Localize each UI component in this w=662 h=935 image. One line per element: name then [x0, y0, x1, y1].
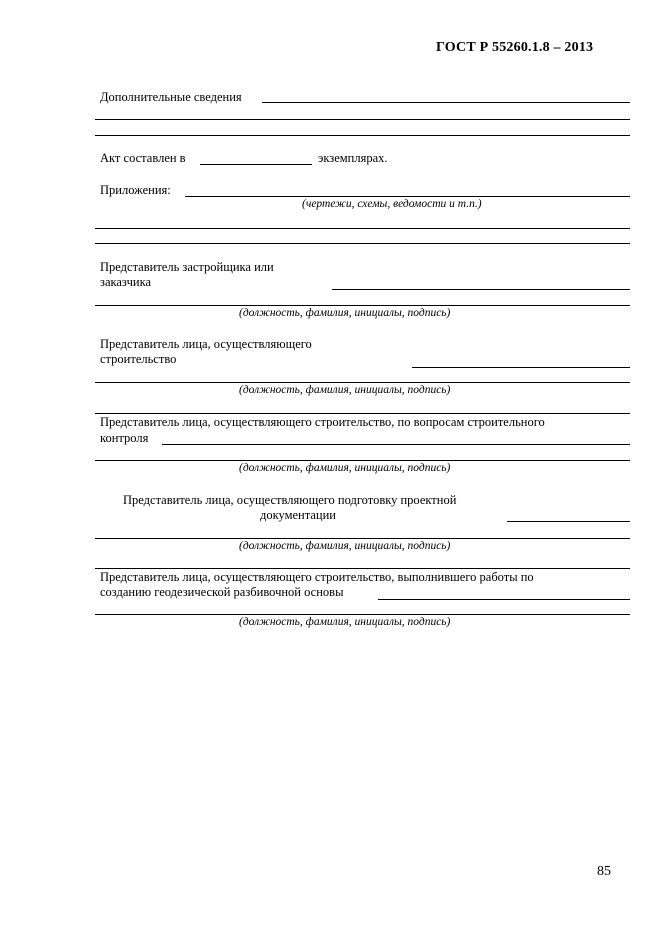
additional-info-field-line2[interactable]: [95, 119, 630, 120]
rep-design-label-line1: Представитель лица, осуществляющего подготовку проектной: [123, 493, 457, 507]
rep-design-signature-hint: (должность, фамилия, инициалы, подпись): [239, 540, 451, 552]
rep-control-top-rule: [95, 413, 630, 414]
act-copies-count-field[interactable]: [200, 164, 312, 165]
rep-geodetic-signature-line[interactable]: [95, 614, 630, 615]
rep-control-label-line2: контроля: [100, 431, 149, 445]
rep-developer-signature-hint: (должность, фамилия, инициалы, подпись): [239, 307, 451, 319]
rep-control-field-line1[interactable]: [162, 444, 630, 445]
rep-developer-label-line1: Представитель застройщика или: [100, 260, 274, 274]
rep-contractor-label-line1: Представитель лица, осуществляющего: [100, 337, 312, 351]
attachments-hint: (чертежи, схемы, ведомости и т.п.): [302, 198, 482, 210]
attachments-field-line1[interactable]: [185, 196, 630, 197]
document-header: ГОСТ Р 55260.1.8 – 2013: [436, 40, 594, 55]
rep-design-field-line1[interactable]: [507, 521, 630, 522]
rep-design-label-line2: документации: [260, 508, 336, 522]
rep-geodetic-signature-hint: (должность, фамилия, инициалы, подпись): [239, 616, 451, 628]
page-number: 85: [597, 864, 611, 879]
rep-control-signature-line[interactable]: [95, 460, 630, 461]
rep-geodetic-top-rule: [95, 568, 630, 569]
rep-contractor-signature-line[interactable]: [95, 382, 630, 383]
additional-info-field-line1[interactable]: [262, 102, 630, 103]
rep-geodetic-field-line1[interactable]: [378, 599, 630, 600]
attachments-field-line3[interactable]: [95, 243, 630, 244]
attachments-label: Приложения:: [100, 183, 171, 197]
rep-contractor-signature-hint: (должность, фамилия, инициалы, подпись): [239, 384, 451, 396]
attachments-field-line2[interactable]: [95, 228, 630, 229]
additional-info-label: Дополнительные сведения: [100, 90, 242, 104]
rep-control-signature-hint: (должность, фамилия, инициалы, подпись): [239, 462, 451, 474]
rep-design-signature-line[interactable]: [95, 538, 630, 539]
rep-developer-field-line1[interactable]: [332, 289, 630, 290]
rep-geodetic-label-line1: Представитель лица, осуществляющего строительство, выполнившего работы по: [100, 570, 534, 584]
rep-control-label-line1: Представитель лица, осуществляющего строительство, по вопросам строительного: [100, 415, 545, 429]
rep-geodetic-label-line2: созданию геодезической разбивочной основы: [100, 585, 344, 599]
act-copies-suffix: экземплярах.: [318, 151, 388, 165]
rep-contractor-label-line2: строительство: [100, 352, 177, 366]
rep-developer-signature-line[interactable]: [95, 305, 630, 306]
act-copies-prefix: Акт составлен в: [100, 151, 186, 165]
additional-info-field-line3[interactable]: [95, 135, 630, 136]
rep-developer-label-line2: заказчика: [100, 275, 152, 289]
rep-contractor-field-line1[interactable]: [412, 367, 630, 368]
